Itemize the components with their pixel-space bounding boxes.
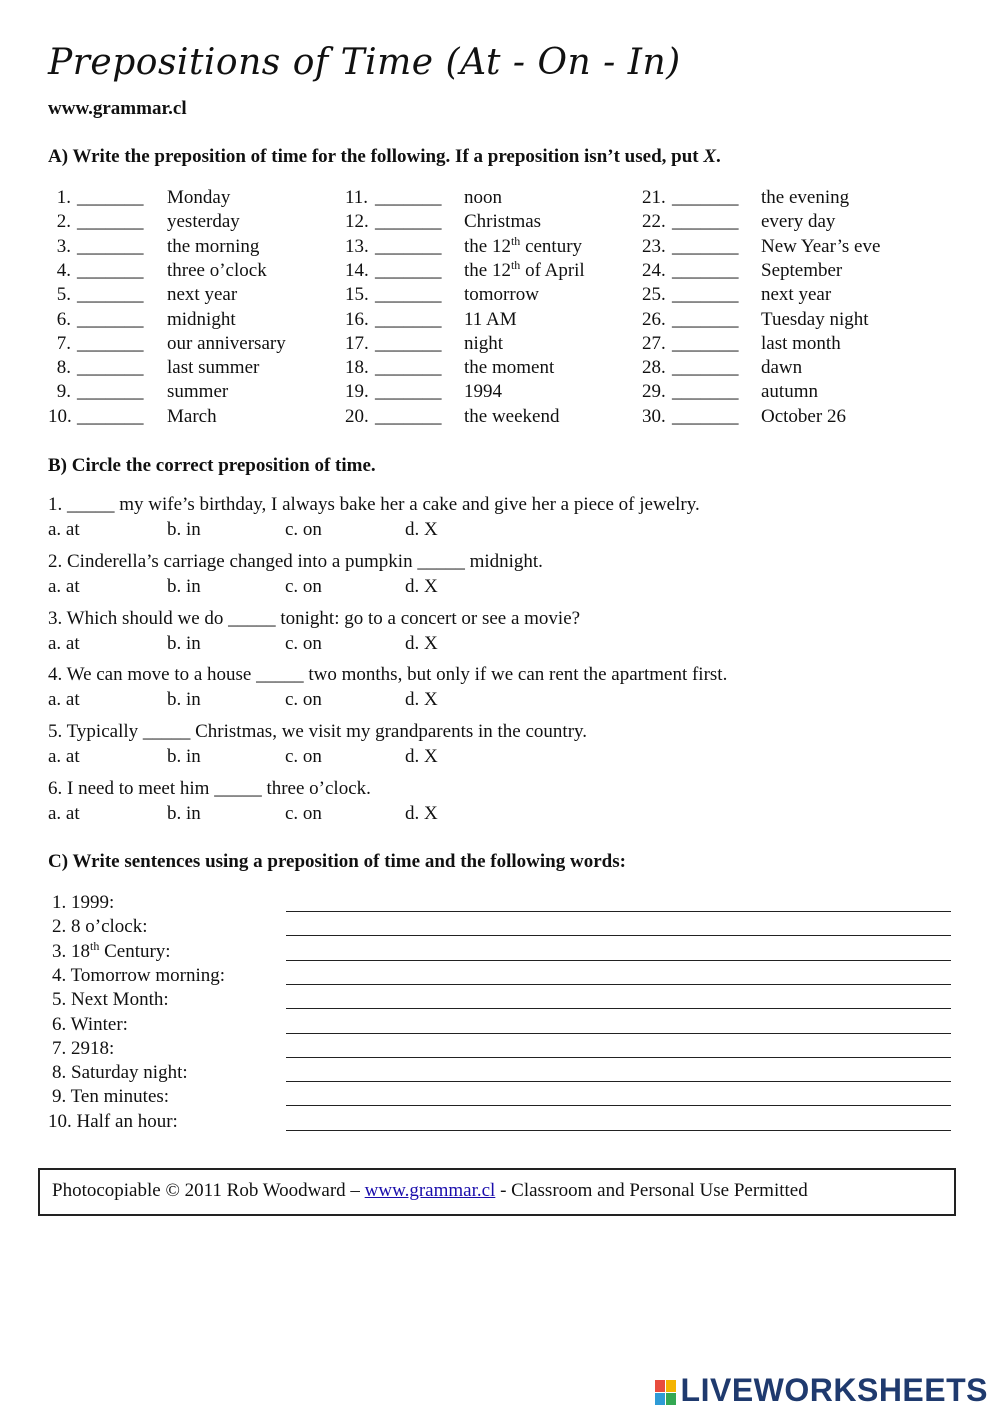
text-part: 9. Ten minutes: (52, 1086, 170, 1108)
item-text (761, 381, 818, 403)
item-text (167, 211, 240, 233)
item-number: 29. (642, 381, 666, 403)
superscript: th (90, 938, 100, 953)
answer-option[interactable]: b. in (167, 803, 201, 824)
answer-blank[interactable]: _______ (77, 405, 144, 427)
answer-blank[interactable]: _______ (77, 332, 144, 354)
item-text (464, 381, 502, 403)
text-part: Tuesday night (761, 308, 869, 330)
superscript: th (510, 233, 521, 248)
item-text (761, 236, 880, 258)
item-text (464, 257, 585, 282)
answer-blank[interactable]: _______ (375, 211, 442, 233)
answer-blank[interactable]: _______ (375, 357, 442, 379)
answer-option[interactable]: b. in (167, 746, 201, 768)
answer-blank[interactable]: _______ (375, 381, 442, 403)
answer-option[interactable]: d. X (405, 803, 438, 824)
item-number: 10. (48, 405, 72, 427)
answer-blank[interactable]: _______ (77, 187, 144, 208)
text-part: tomorrow (464, 284, 539, 306)
prompt-label (52, 1038, 114, 1060)
item-number: 20. (345, 405, 369, 427)
text-part: September (761, 259, 843, 281)
item-text (167, 333, 286, 355)
item-number: 13. (345, 235, 369, 257)
text-part: every day (761, 211, 836, 233)
answer-blank[interactable]: _______ (375, 332, 442, 354)
answer-line[interactable] (286, 1057, 951, 1058)
answer-blank[interactable]: _______ (77, 211, 144, 233)
text-part: night (464, 332, 504, 354)
answer-option[interactable]: b. in (167, 689, 201, 711)
prompt-label (52, 892, 114, 914)
text-part: Monday (167, 187, 231, 208)
footer-permission: - Classroom and Personal Use Permitted (495, 1180, 808, 1201)
text-part: Christmas (464, 211, 542, 233)
liveworksheets-brand: LIVEWORKSHEETS (680, 1372, 988, 1408)
answer-line[interactable] (286, 984, 951, 985)
answer-option[interactable]: b. in (167, 519, 201, 540)
answer-line[interactable] (286, 1033, 951, 1034)
answer-option[interactable]: b. in (167, 632, 201, 654)
item-text (464, 187, 502, 209)
item-text (464, 211, 541, 233)
section-a-heading-x: X (703, 146, 717, 167)
text-part: the 12 (464, 235, 511, 257)
answer-blank[interactable]: _______ (77, 308, 144, 330)
answer-blank[interactable]: _______ (77, 259, 144, 281)
item-text (167, 309, 236, 331)
text-tail: Century: (99, 940, 171, 962)
text-part: last month (761, 332, 841, 354)
prompt-label (52, 1086, 169, 1108)
item-text (167, 236, 259, 258)
prompt-label (52, 1014, 128, 1036)
item-number: 21. (642, 187, 666, 208)
answer-blank[interactable]: _______ (77, 284, 144, 306)
answer-line[interactable] (286, 911, 951, 912)
footer-copyright: Photocopiable © 2011 Rob Woodward – (52, 1180, 365, 1201)
question-text: 1. _____ my wife’s birthday, I always bake her a cake and give her a piece of jewelry. (48, 494, 700, 515)
answer-option[interactable]: d. X (405, 575, 438, 597)
answer-option[interactable]: c. on (285, 689, 322, 711)
item-text (167, 357, 259, 379)
text-part: October 26 (761, 405, 846, 427)
liveworksheets-mark-icon (655, 1380, 677, 1406)
text-tail: of April (520, 259, 585, 281)
text-part: next year (167, 284, 238, 306)
text-part: next year (761, 284, 832, 306)
section-a-heading-text: A) Write the preposition of time for the following. If a preposition isn’t used, put (48, 146, 704, 167)
text-part: last summer (167, 357, 260, 379)
answer-blank[interactable]: _______ (672, 405, 739, 427)
prompt-label (52, 938, 171, 963)
item-number: 2. (56, 211, 71, 233)
item-number: 28. (642, 357, 666, 379)
answer-option[interactable]: a. at (48, 803, 80, 824)
item-number: 5. (56, 284, 71, 306)
liveworksheets-logo (655, 1372, 988, 1409)
section-c-heading: C) Write sentences using a preposition of time and the following words: (48, 851, 626, 872)
question-text: 4. We can move to a house _____ two months, but only if we can rent the apartment first. (48, 664, 728, 686)
answer-blank[interactable]: _______ (77, 235, 144, 257)
item-number: 18. (345, 357, 369, 379)
answer-option[interactable]: c. on (285, 519, 322, 540)
answer-option[interactable]: a. at (48, 746, 80, 768)
answer-blank[interactable]: _______ (672, 381, 739, 403)
text-part: the morning (167, 235, 260, 257)
answer-line[interactable] (286, 1081, 951, 1082)
text-part: noon (464, 187, 502, 208)
text-part: the moment (464, 357, 555, 379)
answer-blank[interactable]: _______ (672, 357, 739, 379)
item-text (167, 260, 267, 282)
item-text (761, 357, 802, 379)
prompt-label (52, 989, 169, 1011)
item-text (761, 211, 835, 233)
footer-box (38, 1168, 956, 1216)
answer-option[interactable]: c. on (285, 803, 322, 824)
answer-line[interactable] (286, 1130, 951, 1131)
item-text (464, 333, 503, 355)
item-number: 12. (345, 211, 369, 233)
item-text (464, 357, 554, 379)
item-number: 1. (56, 187, 71, 208)
item-text (761, 309, 869, 331)
prompt-label (52, 916, 148, 938)
footer-text (52, 1180, 808, 1202)
item-number: 4. (56, 259, 71, 281)
answer-option[interactable]: d. X (405, 746, 438, 768)
footer-link[interactable]: www.grammar.cl (364, 1180, 496, 1201)
answer-blank[interactable]: _______ (375, 284, 442, 306)
item-text (464, 309, 517, 331)
answer-blank[interactable]: _______ (672, 187, 739, 208)
text-part: summer (167, 381, 229, 403)
section-a-heading-end: . (716, 146, 721, 167)
site-url: www.grammar.cl (48, 98, 187, 119)
answer-blank[interactable]: _______ (375, 405, 442, 427)
text-part: 1. 1999: (52, 892, 115, 913)
text-part: yesterday (167, 211, 240, 233)
item-text (761, 187, 849, 209)
text-part: March (167, 405, 217, 427)
item-number: 16. (345, 308, 369, 330)
answer-blank[interactable]: _______ (375, 235, 442, 257)
item-text (761, 406, 846, 428)
text-tail: century (520, 235, 583, 257)
item-number: 19. (345, 381, 369, 403)
answer-line[interactable] (286, 935, 951, 936)
item-number: 14. (345, 259, 369, 281)
answer-blank[interactable]: _______ (672, 284, 739, 306)
text-part: 10. Half an hour: (48, 1110, 178, 1132)
text-part: 4. Tomorrow morning: (52, 964, 226, 986)
text-part: 11 AM (464, 308, 517, 330)
text-part: 3. 18 (52, 940, 90, 962)
answer-blank[interactable]: _______ (375, 259, 442, 281)
item-number: 8. (56, 357, 71, 379)
answer-option[interactable]: d. X (405, 519, 438, 540)
question-text: 5. Typically _____ Christmas, we visit my grandparents in the country. (48, 721, 588, 743)
answer-blank[interactable]: _______ (672, 332, 739, 354)
text-part: the evening (761, 187, 850, 208)
item-number: 26. (642, 308, 666, 330)
page-title: Prepositions of Time (At - On - In) (48, 42, 681, 83)
text-part: 5. Next Month: (52, 989, 169, 1011)
text-part: 8. Saturday night: (52, 1062, 188, 1084)
item-number: 15. (345, 284, 369, 306)
item-number: 7. (56, 332, 71, 354)
item-number: 11. (345, 187, 369, 208)
section-b-heading: B) Circle the correct preposition of time. (48, 455, 376, 476)
text-part: our anniversary (167, 332, 286, 354)
item-number: 25. (642, 284, 666, 306)
item-number: 6. (56, 308, 71, 330)
item-text (761, 260, 842, 282)
text-part: 6. Winter: (52, 1013, 128, 1035)
prompt-label (52, 1062, 188, 1084)
answer-blank[interactable]: _______ (672, 211, 739, 233)
question-text: 2. Cinderella’s carriage changed into a pumpkin _____ midnight. (48, 550, 543, 572)
item-number: 23. (642, 235, 666, 257)
text-part: 1994 (464, 381, 502, 403)
answer-blank[interactable]: _______ (375, 308, 442, 330)
answer-line[interactable] (286, 1105, 951, 1106)
item-text (464, 406, 559, 428)
item-number: 9. (56, 381, 71, 403)
text-part: 7. 2918: (52, 1037, 115, 1059)
text-part: three o’clock (167, 259, 267, 281)
item-number: 24. (642, 259, 666, 281)
answer-option[interactable]: c. on (285, 575, 322, 597)
answer-blank[interactable]: _______ (672, 259, 739, 281)
superscript: th (510, 257, 521, 272)
item-number: 30. (642, 405, 666, 427)
item-text (761, 284, 831, 306)
item-text (167, 406, 217, 428)
text-part: the 12 (464, 259, 511, 281)
answer-option[interactable]: d. X (405, 689, 438, 711)
text-part: 2. 8 o’clock: (52, 916, 148, 938)
item-text (167, 381, 228, 403)
prompt-label (48, 1111, 178, 1133)
item-text (761, 333, 841, 355)
answer-option[interactable]: a. at (48, 575, 80, 597)
question-text: 6. I need to meet him _____ three o’clock. (48, 778, 371, 799)
text-part: New Year’s eve (761, 235, 881, 257)
answer-line[interactable] (286, 1008, 951, 1009)
answer-option[interactable]: a. at (48, 632, 80, 654)
answer-blank[interactable]: _______ (77, 381, 144, 403)
item-number: 17. (345, 332, 369, 354)
item-text (464, 233, 583, 258)
answer-line[interactable] (286, 960, 951, 961)
text-part: the weekend (464, 405, 560, 427)
answer-option[interactable]: a. at (48, 689, 80, 711)
item-text (167, 284, 237, 306)
answer-blank[interactable]: _______ (672, 308, 739, 330)
answer-option[interactable]: c. on (285, 746, 322, 768)
item-number: 22. (642, 211, 666, 233)
answer-blank[interactable]: _______ (375, 187, 442, 208)
item-number: 3. (56, 235, 71, 257)
answer-option[interactable]: c. on (285, 632, 322, 654)
item-number: 27. (642, 332, 666, 354)
answer-blank[interactable]: _______ (77, 357, 144, 379)
section-a-heading (48, 146, 721, 168)
item-text (464, 284, 539, 306)
question-text: 3. Which should we do _____ tonight: go to a concert or see a movie? (48, 607, 581, 629)
prompt-label (52, 965, 225, 987)
text-part: midnight (167, 308, 236, 330)
text-part: autumn (761, 381, 818, 403)
answer-blank[interactable]: _______ (672, 235, 739, 257)
answer-option[interactable]: b. in (167, 575, 201, 597)
answer-option[interactable]: d. X (405, 632, 438, 654)
answer-option[interactable]: a. at (48, 519, 80, 540)
text-part: dawn (761, 357, 803, 379)
item-text (167, 187, 230, 209)
